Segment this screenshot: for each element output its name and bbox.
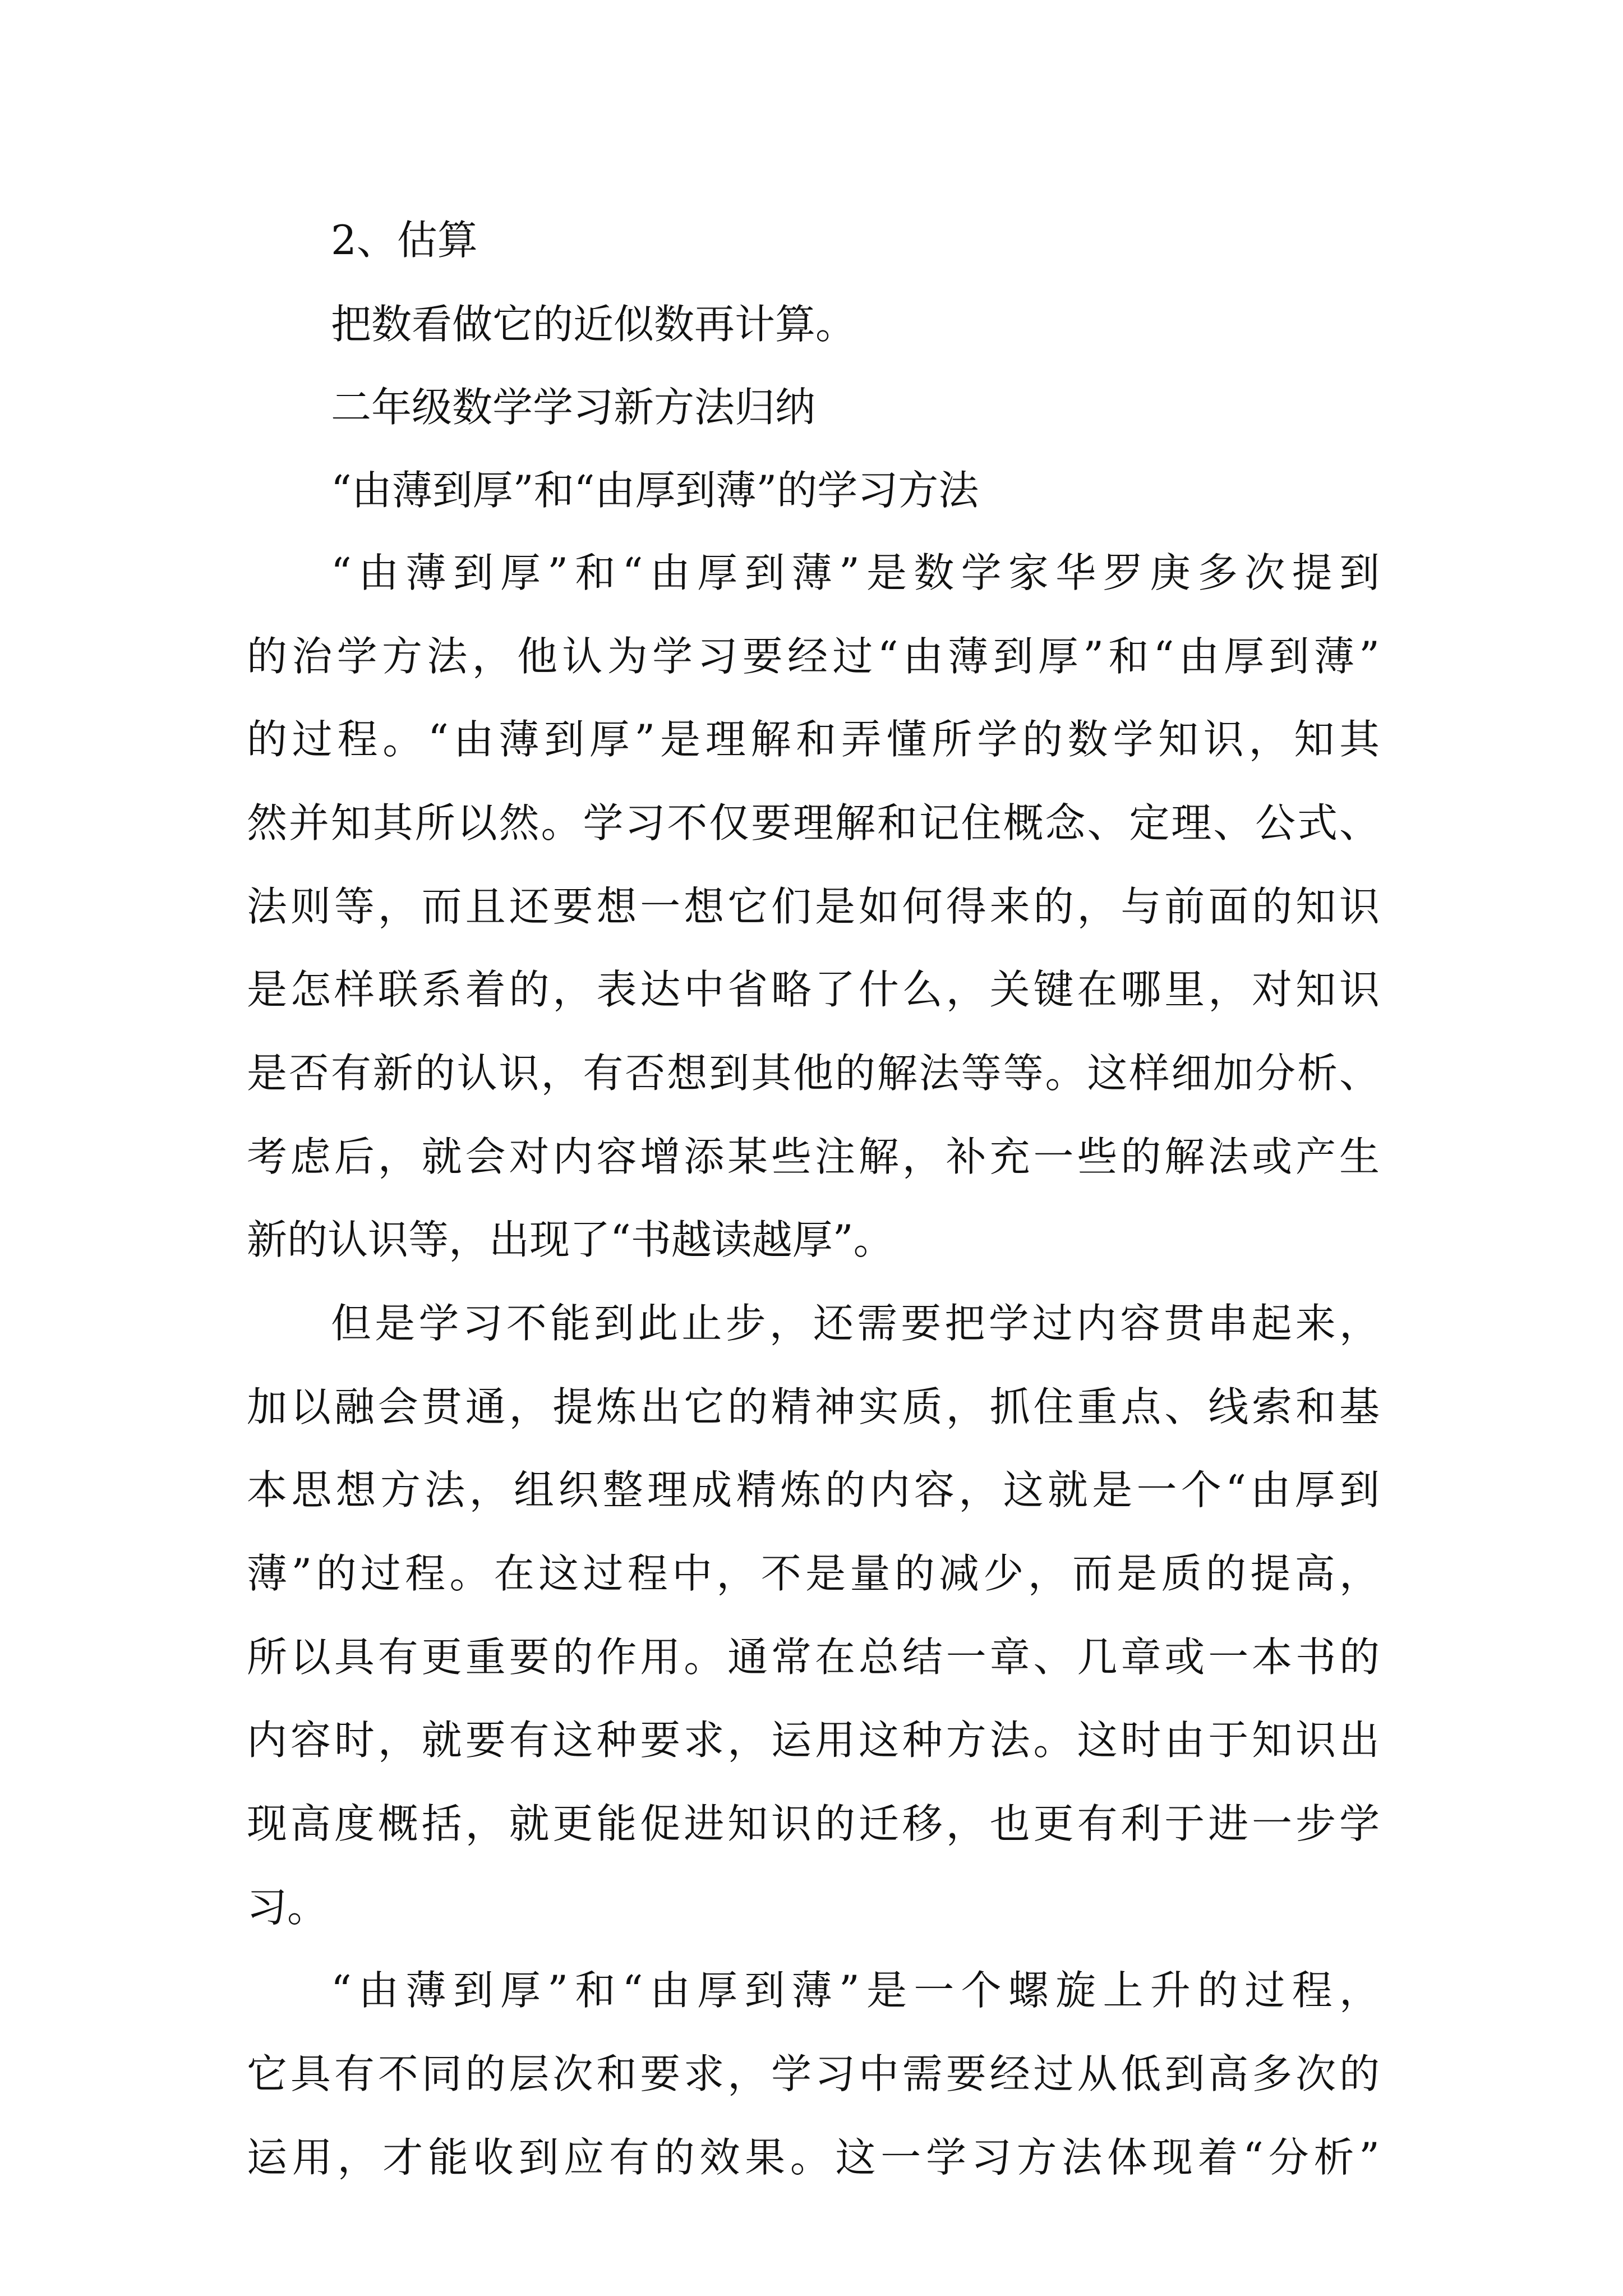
paragraph-line: 把数看做它的近似数再计算。 [331, 301, 856, 348]
subsection-title: “由薄到厚”和“由厚到薄”的学习方法 [331, 467, 979, 514]
section-title: 二年级数学学习新方法归纳 [331, 384, 816, 431]
paragraph-line: 的治学方法，他认为学习要经过“由薄到厚”和“由厚到薄” [247, 633, 1380, 680]
paragraph-line: 是否有新的认识，有否想到其他的解法等等。这样细加分析、 [247, 1050, 1380, 1097]
paragraph-line: “由薄到厚”和“由厚到薄”是一个螺旋上升的过程， [331, 1967, 1380, 2014]
paragraph-line: 它具有不同的层次和要求，学习中需要经过从低到高多次的 [247, 2050, 1380, 2097]
paragraph-line: 考虑后，就会对内容增添某些注解，补充一些的解法或产生 [247, 1133, 1380, 1180]
paragraph-line: 加以融会贯通，提炼出它的精神实质，抓住重点、线索和基 [247, 1383, 1380, 1430]
paragraph-line: 习。 [247, 1884, 328, 1931]
paragraph-line: 然并知其所以然。学习不仅要理解和记住概念、定理、公式、 [247, 799, 1380, 846]
paragraph-line: 内容时，就要有这种要求，运用这种方法。这时由于知识出 [247, 1717, 1380, 1764]
paragraph-line: 运用，才能收到应有的效果。这一学习方法体现着“分析” [247, 2134, 1380, 2181]
paragraph-line: 本思想方法，组织整理成精炼的内容，这就是一个“由厚到 [247, 1466, 1380, 1513]
paragraph-line: 新的认识等，出现了“书越读越厚”。 [247, 1216, 894, 1263]
paragraph-line: 但是学习不能到此止步，还需要把学过内容贯串起来， [331, 1300, 1380, 1347]
paragraph-line: 的过程。“由薄到厚”是理解和弄懂所学的数学知识，知其 [247, 716, 1380, 763]
paragraph-line: 法则等，而且还要想一想它们是如何得来的，与前面的知识 [247, 883, 1380, 930]
paragraph-line: 现高度概括，就更能促进知识的迁移，也更有利于进一步学 [247, 1800, 1380, 1847]
paragraph-line: 所以具有更重要的作用。通常在总结一章、几章或一本书的 [247, 1634, 1380, 1681]
paragraph-line: “由薄到厚”和“由厚到薄”是数学家华罗庚多次提到 [331, 549, 1380, 596]
section-heading-estimation: 2、估算 [331, 217, 478, 264]
paragraph-line: 薄”的过程。在这过程中，不是量的减少，而是质的提高， [247, 1550, 1380, 1597]
paragraph-line: 是怎样联系着的，表达中省略了什么，关键在哪里，对知识 [247, 966, 1380, 1013]
